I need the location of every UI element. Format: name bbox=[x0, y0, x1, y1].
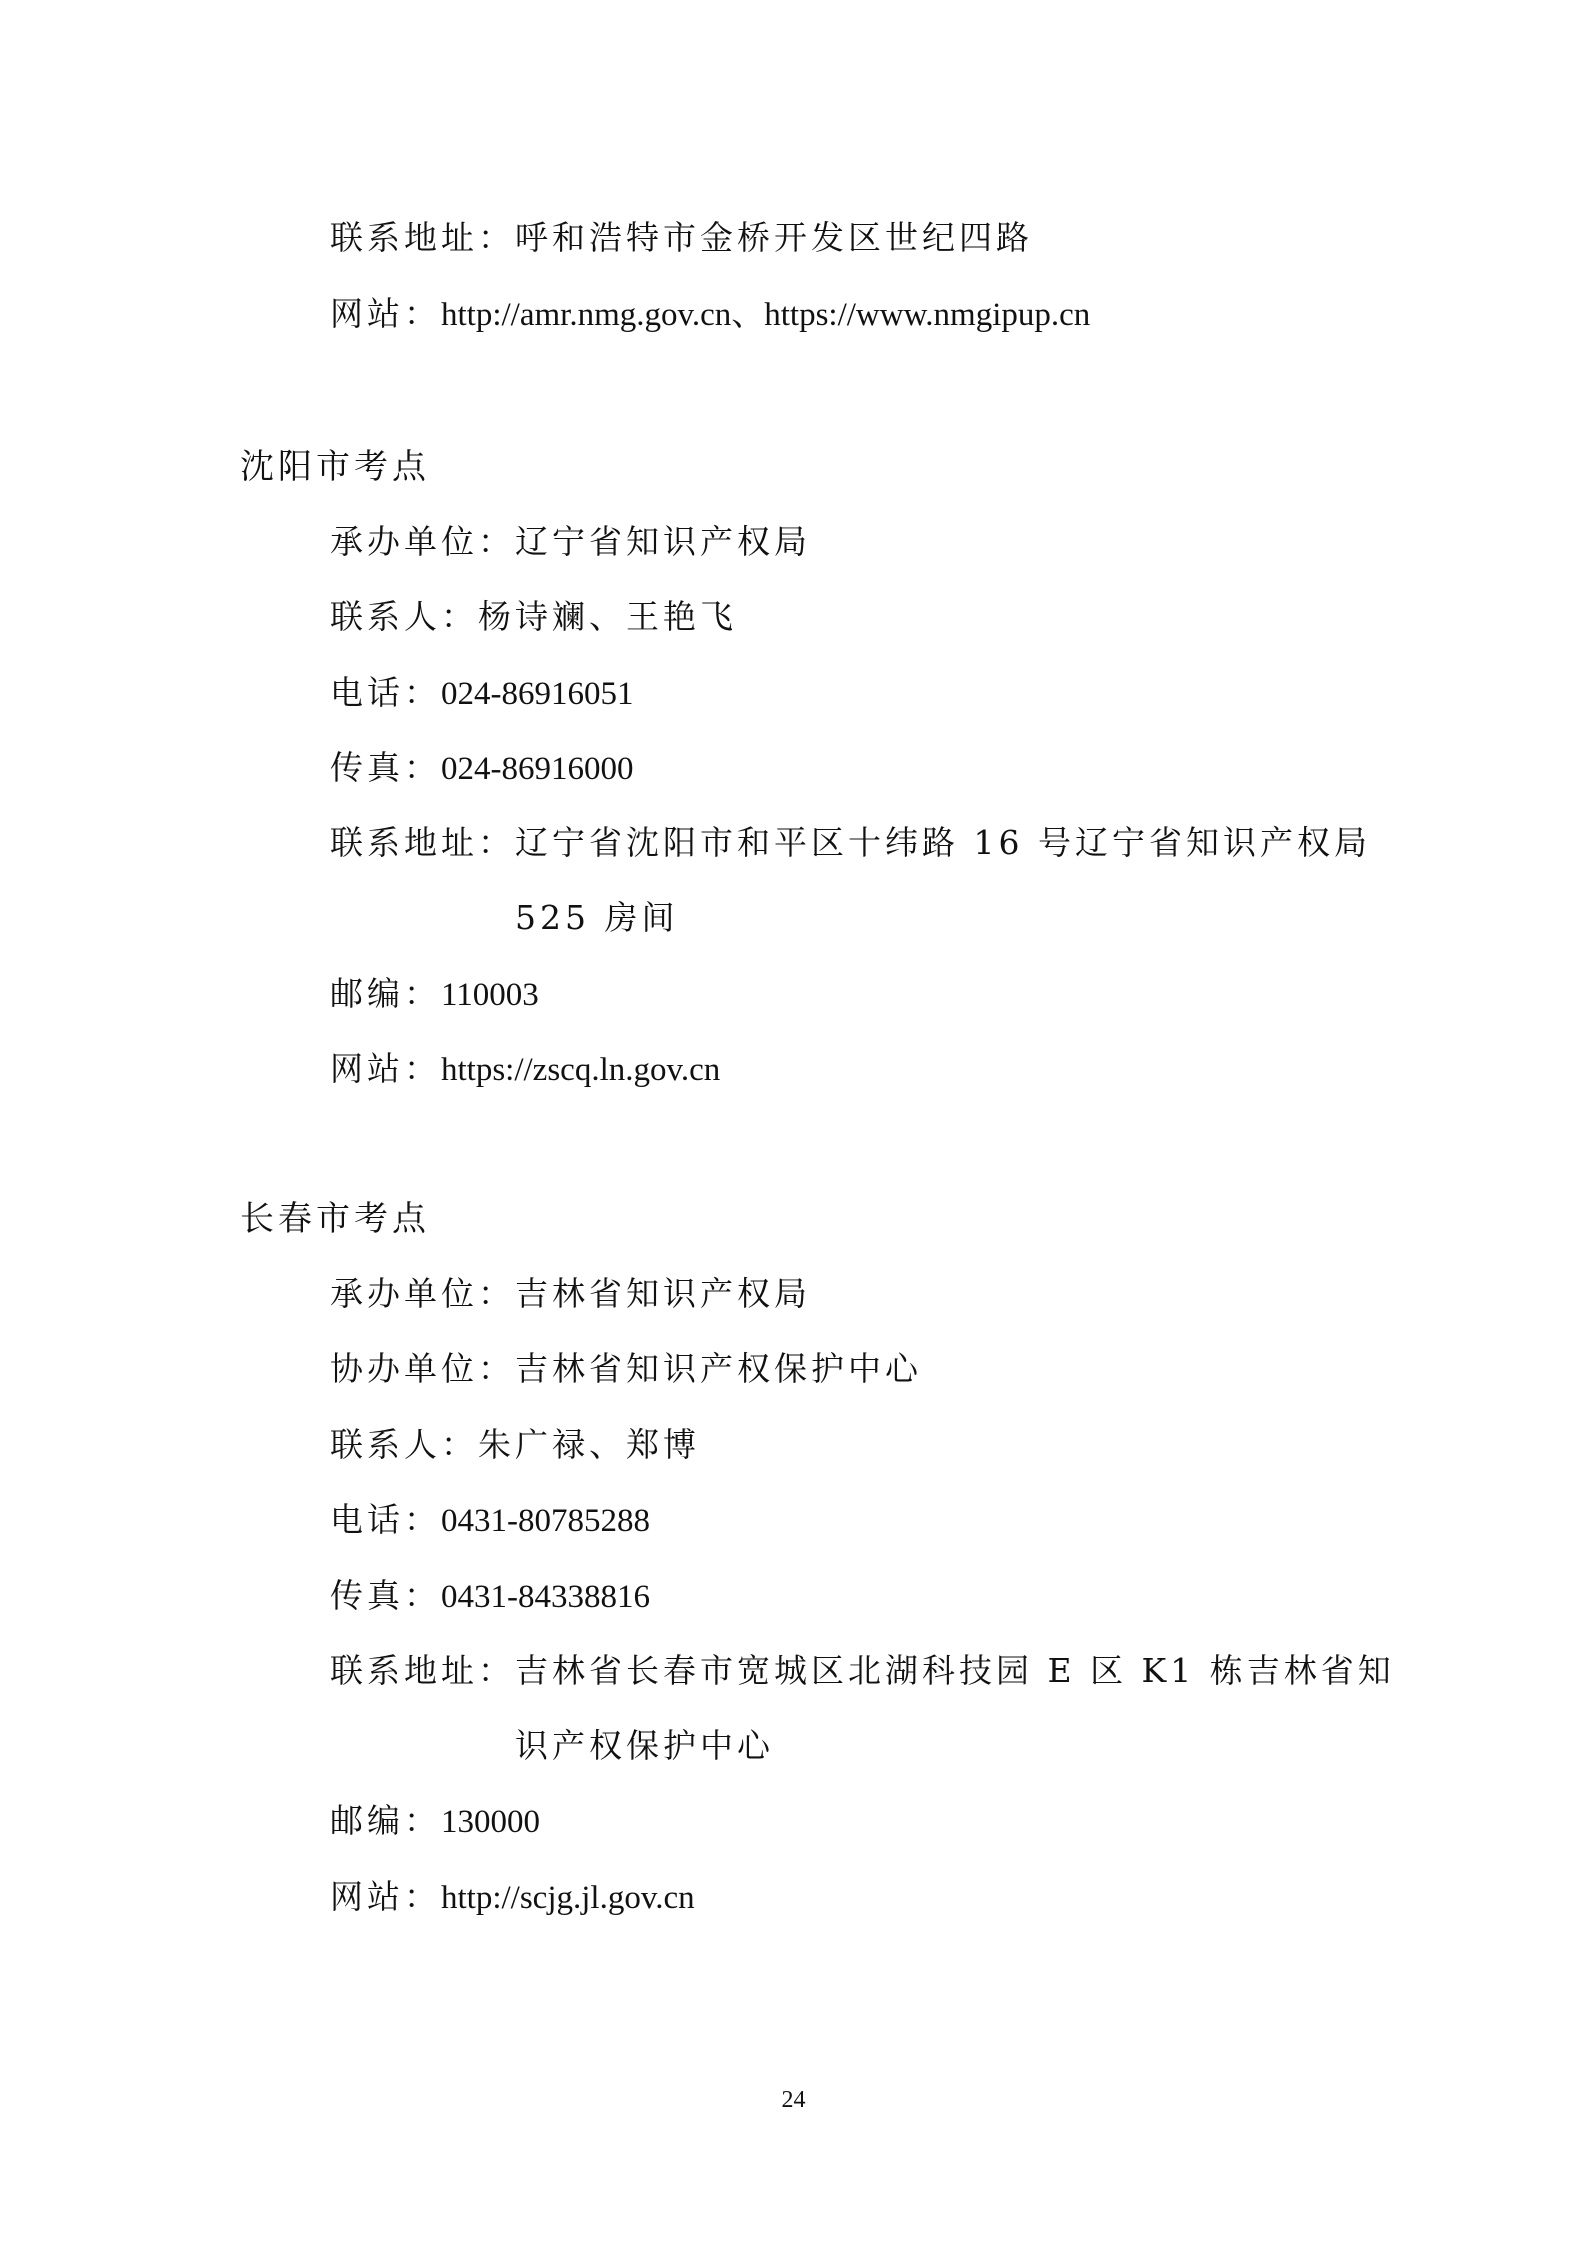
shenyang-organizer-line bbox=[330, 522, 811, 562]
postcode-label: 邮编： bbox=[330, 974, 441, 1013]
changchun-address-line2: 识产权保护中心 bbox=[515, 1726, 774, 1765]
section-heading-shenyang: 沈阳市考点 bbox=[240, 447, 430, 487]
website-value: http://scjg.jl.gov.cn bbox=[441, 1880, 695, 1916]
website-value: https://zscq.ln.gov.cn bbox=[441, 1052, 721, 1088]
phone-value: 024-86916051 bbox=[441, 676, 634, 712]
website-value: http://amr.nmg.gov.cn、https://www.nmgipup.cn bbox=[441, 297, 1091, 333]
website-label: 网站： bbox=[330, 1049, 441, 1088]
postcode-label: 邮编： bbox=[330, 1801, 441, 1840]
address-label: 联系地址： bbox=[330, 218, 515, 257]
changchun-website-line bbox=[330, 1877, 695, 1918]
section-heading-changchun: 长春市考点 bbox=[240, 1199, 430, 1239]
co-organizer-label: 协办单位： bbox=[330, 1349, 515, 1388]
organizer-value: 吉林省知识产权局 bbox=[515, 1274, 811, 1313]
address-value-line1: 吉林省长春市宽城区北湖科技园 E 区 K1 栋吉林省知 bbox=[515, 1651, 1395, 1690]
phone-value: 0431-80785288 bbox=[441, 1503, 650, 1539]
address-label: 联系地址： bbox=[330, 1651, 515, 1690]
postcode-value: 110003 bbox=[441, 977, 539, 1013]
shenyang-postcode-line bbox=[330, 974, 539, 1015]
changchun-contact-line bbox=[330, 1425, 700, 1465]
contact-label: 联系人： bbox=[330, 597, 478, 636]
fax-value: 024-86916000 bbox=[441, 751, 634, 787]
website-label: 网站： bbox=[330, 294, 441, 333]
organizer-value: 辽宁省知识产权局 bbox=[515, 522, 811, 561]
page-number: 24 bbox=[781, 2087, 806, 2113]
postcode-value: 130000 bbox=[441, 1804, 540, 1840]
website-label: 网站： bbox=[330, 1877, 441, 1916]
changchun-co-organizer-line bbox=[330, 1349, 922, 1389]
shenyang-address-line bbox=[330, 823, 1371, 863]
changchun-postcode-line bbox=[330, 1801, 540, 1842]
fax-value: 0431-84338816 bbox=[441, 1579, 650, 1615]
top-address-line bbox=[330, 218, 1033, 258]
changchun-phone-line bbox=[330, 1500, 650, 1541]
phone-label: 电话： bbox=[330, 1500, 441, 1539]
shenyang-contact-line bbox=[330, 597, 737, 637]
contact-value: 朱广禄、郑博 bbox=[478, 1425, 700, 1464]
changchun-fax-line bbox=[330, 1576, 650, 1617]
changchun-address-line bbox=[330, 1651, 1395, 1691]
address-value: 呼和浩特市金桥开发区世纪四路 bbox=[515, 218, 1033, 257]
contact-value: 杨诗斓、王艳飞 bbox=[478, 597, 737, 636]
shenyang-address-line2: 525 房间 bbox=[515, 898, 679, 937]
fax-label: 传真： bbox=[330, 748, 441, 787]
top-website-line bbox=[330, 294, 1090, 335]
changchun-organizer-line bbox=[330, 1274, 811, 1314]
shenyang-website-line bbox=[330, 1049, 720, 1090]
organizer-label: 承办单位： bbox=[330, 522, 515, 561]
phone-label: 电话： bbox=[330, 673, 441, 712]
contact-label: 联系人： bbox=[330, 1425, 478, 1464]
address-value-line1: 辽宁省沈阳市和平区十纬路 16 号辽宁省知识产权局 bbox=[515, 823, 1371, 862]
address-label: 联系地址： bbox=[330, 823, 515, 862]
co-organizer-value: 吉林省知识产权保护中心 bbox=[515, 1349, 922, 1388]
fax-label: 传真： bbox=[330, 1576, 441, 1615]
organizer-label: 承办单位： bbox=[330, 1274, 515, 1313]
shenyang-fax-line bbox=[330, 748, 634, 789]
shenyang-phone-line bbox=[330, 673, 634, 714]
